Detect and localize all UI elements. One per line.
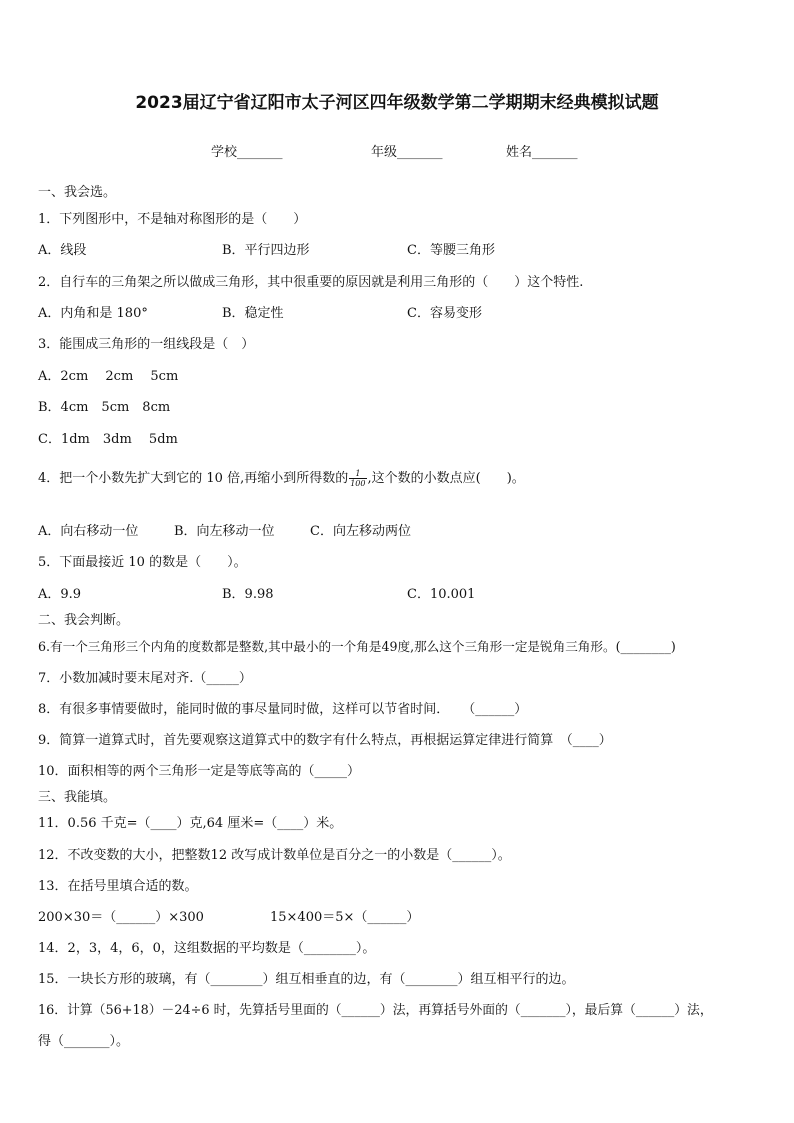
q1-option-c: C．等腰三角形 xyxy=(407,243,495,258)
q4-text-after: ,这个数的小数点应( )。 xyxy=(367,471,525,486)
section-heading-2: 二、我会判断。 xyxy=(38,613,130,628)
q2-option-a: A．内角和是 180° xyxy=(38,306,148,321)
q13-part-b: 15×400＝5×（______） xyxy=(270,910,420,925)
q5-option-b: B．9.98 xyxy=(222,587,274,602)
fraction-one-hundredth xyxy=(349,469,366,488)
question-7: 7．小数加减时要末尾对齐.（_____） xyxy=(38,671,252,686)
q1-option-a: A．线段 xyxy=(38,243,87,258)
question-12: 12．不改变数的大小，把整数12 改写成计数单位是百分之一的小数是（______）。 xyxy=(38,848,511,863)
name-field: 姓名_______ xyxy=(506,145,578,160)
question-2: 2．自行车的三角架之所以做成三角形，其中很重要的原因就是利用三角形的（ ）这个特性. xyxy=(38,275,584,290)
q3-option-c: C．1dm 3dm 5dm xyxy=(38,432,178,447)
question-16-continued: 得（_______）。 xyxy=(38,1034,130,1049)
question-6: 6.有一个三角形三个内角的度数都是整数,其中最小的一个角是49度,那么这个三角形一定是锐角三角形。(________) xyxy=(38,639,676,654)
q5-option-c: C．10.001 xyxy=(407,587,476,602)
q2-option-b: B．稳定性 xyxy=(222,306,284,321)
q4-text-before: 4．把一个小数先扩大到它的 10 倍,再缩小到所得数的 xyxy=(38,471,349,486)
question-9: 9．简算一道算式时，首先要观察这道算式中的数字有什么特点，再根据运算定律进行简算 （____） xyxy=(38,733,612,748)
q2-option-c: C．容易变形 xyxy=(407,306,482,321)
question-5: 5．下面最接近 10 的数是（ ）。 xyxy=(38,555,247,570)
question-3: 3．能围成三角形的一组线段是（ ） xyxy=(38,337,255,352)
q3-option-b: B．4cm 5cm 8cm xyxy=(38,400,171,415)
exam-title: 2023届辽宁省辽阳市太子河区四年级数学第二学期期末经典模拟试题 xyxy=(135,93,659,113)
question-1: 1．下列图形中，不是轴对称图形的是（ ） xyxy=(38,212,307,227)
q13-part-a: 200×30＝（______）×300 xyxy=(38,910,204,925)
q4-option-a: A．向右移动一位 xyxy=(38,524,139,539)
grade-field: 年级_______ xyxy=(371,145,443,160)
fraction-denominator: 100 xyxy=(350,479,366,488)
section-heading-1: 一、我会选。 xyxy=(38,185,117,200)
q4-option-c: C．向左移动两位 xyxy=(310,524,411,539)
question-11: 11．0.56 千克=（____）克,64 厘米=（____）米。 xyxy=(38,816,343,831)
question-10: 10．面积相等的两个三角形一定是等底等高的（_____） xyxy=(38,764,361,779)
q4-option-b: B．向左移动一位 xyxy=(174,524,275,539)
question-14: 14．2，3，4，6，0，这组数据的平均数是（________）。 xyxy=(38,941,376,956)
fraction-numerator: 1 xyxy=(349,469,366,479)
q3-option-a: A．2cm 2cm 5cm xyxy=(38,369,179,384)
question-15: 15．一块长方形的玻璃，有（________）组互相垂直的边，有（________）组互相平行的边。 xyxy=(38,972,575,987)
question-13: 13．在括号里填合适的数。 xyxy=(38,879,198,894)
section-heading-3: 三、我能填。 xyxy=(38,790,117,805)
school-field: 学校_______ xyxy=(211,145,283,160)
question-8: 8．有很多事情要做时，能同时做的事尽量同时做，这样可以节省时间． （______） xyxy=(38,702,528,717)
question-4 xyxy=(38,467,525,488)
q1-option-b: B．平行四边形 xyxy=(222,243,310,258)
q5-option-a: A．9.9 xyxy=(38,587,82,602)
question-16: 16．计算（56+18）－24÷6 时，先算括号里面的（______）法，再算括号外面的（_______），最后算（______）法， xyxy=(38,1003,713,1018)
